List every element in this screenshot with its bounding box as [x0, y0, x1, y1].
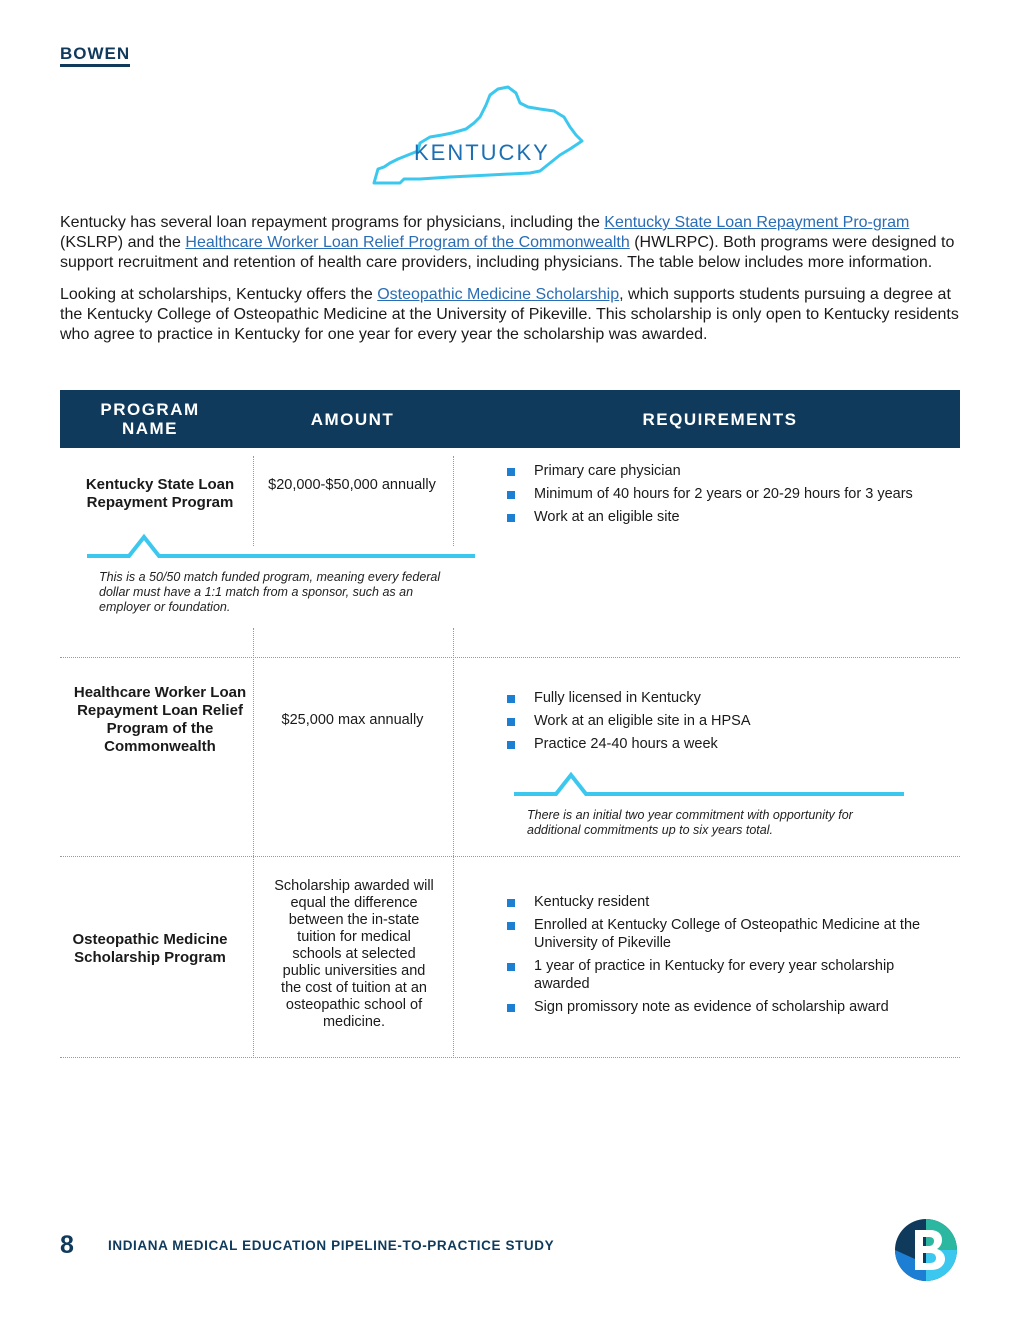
program-name: Healthcare Worker Loan Repayment Loan Relief Program of the Commonwealth: [73, 684, 247, 755]
intro-text: [60, 213, 960, 357]
kentucky-map-outline: [370, 83, 585, 189]
header-requirements: REQUIREMENTS: [642, 409, 798, 429]
state-name-label: KENTUCKY: [414, 140, 550, 165]
header-program-name: PROGRAM NAME: [100, 400, 200, 438]
bowen-logo-icon: [893, 1212, 959, 1284]
program-amount: $25,000 max annually: [281, 712, 424, 728]
page-number: 8: [60, 1231, 74, 1259]
column-divider: [253, 628, 254, 1058]
program-name: Kentucky State Loan Repayment Program: [85, 476, 235, 511]
callout-pointer-line: [512, 771, 906, 799]
requirements-list: [505, 893, 945, 1021]
requirement-item: 1 year of practice in Kentucky for every year scholarship awarded: [505, 957, 945, 993]
column-divider: [453, 628, 454, 1058]
row-divider: [60, 657, 960, 658]
row-divider: [60, 1057, 960, 1058]
footer-title: INDIANA MEDICAL EDUCATION PIPELINE-TO-PRACTICE STUDY: [108, 1238, 555, 1253]
requirements-list: [505, 689, 945, 758]
hwlrpc-link[interactable]: Healthcare Worker Loan Relief Program of the Commonwealth: [185, 234, 630, 251]
intro-paragraph-2: Looking at scholarships, Kentucky offers the Osteopathic Medicine Scholarship, which supports students pursuing a degree at the Kentucky College of Osteopathic Medicine at the University of Pikeville. This scholarship is only open to Kentucky residents who agree to practice in Kentucky for one year for every year the scholarship was awarded.: [60, 286, 959, 343]
requirement-item: Enrolled at Kentucky College of Osteopathic Medicine at the University of Pikeville: [505, 916, 945, 952]
requirements-list: [505, 462, 945, 531]
program-note: This is a 50/50 match funded program, meaning every federal dollar must have a 1:1 match from a sponsor, such as an employer or foundation.: [99, 570, 441, 614]
header-amount: AMOUNT: [310, 409, 395, 429]
requirement-item: Sign promissory note as evidence of scholarship award: [505, 998, 945, 1016]
requirement-item: Practice 24-40 hours a week: [505, 735, 945, 753]
requirement-item: Fully licensed in Kentucky: [505, 689, 945, 707]
row-divider: [60, 856, 960, 857]
program-note: There is an initial two year commitment with opportunity for additional commitments up to six years total.: [527, 808, 853, 837]
kslrp-link[interactable]: Kentucky State Loan Repayment Pro-gram: [604, 214, 910, 231]
program-amount: Scholarship awarded will equal the difference between the in-state tuition for medical schools at selected public universities and the cost of tuition at an osteopathic school of medicine.: [274, 878, 434, 1030]
intro-paragraph-1: Kentucky has several loan repayment programs for physicians, including the Kentucky State Loan Repayment Pro-gram (KSLRP) and the Healthcare Worker Loan Relief Program of the Commonwealth (HWLRPC). Both programs were designed to support recruitment and retention of health care providers, including physicians. The table below includes more information.: [60, 214, 955, 271]
requirement-item: Work at an eligible site: [505, 508, 945, 526]
program-amount: $20,000-$50,000 annually: [268, 477, 436, 493]
program-name: Osteopathic Medicine Scholarship Program: [72, 931, 228, 966]
requirement-item: Primary care physician: [505, 462, 945, 480]
callout-pointer-line: [85, 533, 477, 561]
table-header: [60, 390, 960, 448]
requirement-item: Minimum of 40 hours for 2 years or 20-29 hours for 3 years: [505, 485, 945, 503]
requirement-item: Kentucky resident: [505, 893, 945, 911]
brand-logo-text: BOWEN: [60, 45, 130, 67]
requirement-item: Work at an eligible site in a HPSA: [505, 712, 945, 730]
osteopathic-scholarship-link[interactable]: Osteopathic Medicine Scholarship: [377, 286, 620, 303]
